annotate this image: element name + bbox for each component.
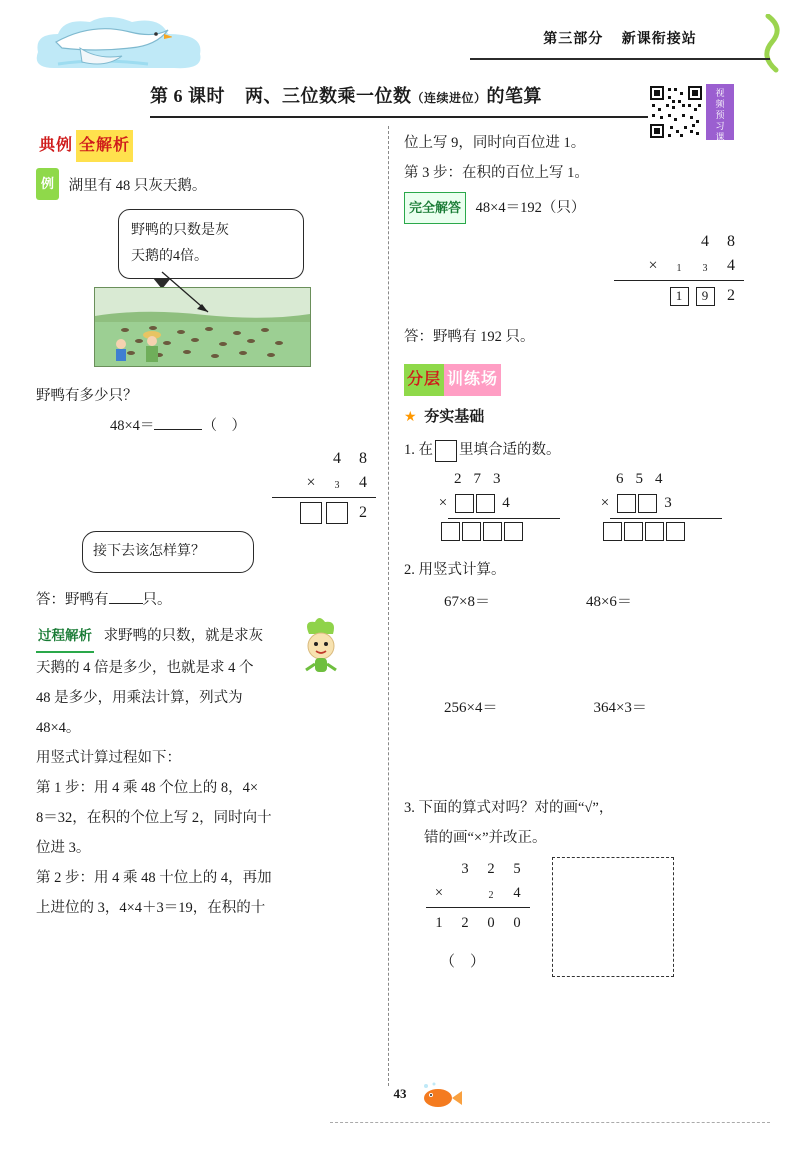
vcalc-row-3 <box>146 501 376 525</box>
title-lesson: 第 6 课时 <box>150 86 225 106</box>
process-p1: 求野鸭的只数，就是求灰 <box>103 628 264 644</box>
vcalc-l-mult: 4 <box>359 474 367 491</box>
question-line: 野鸭有多少只？ <box>36 388 138 404</box>
question-3 <box>404 793 744 823</box>
full-answer-tag: 完全解答 <box>404 192 466 224</box>
qr-label-char-4: 习 <box>715 121 725 131</box>
vcalc-r-row-1 <box>508 230 744 254</box>
q3-paren-close: ） <box>470 954 486 970</box>
vcalc-l-answer-box-1[interactable] <box>300 502 322 524</box>
q1-l-sign: × <box>438 495 448 511</box>
q1-right-answer-row <box>602 522 722 541</box>
q1-l-ans-4[interactable] <box>504 522 523 541</box>
q1-r-ans-4[interactable] <box>666 522 685 541</box>
q1-l-n3: 3 <box>493 471 513 487</box>
q1-r-ans-1[interactable] <box>603 522 622 541</box>
bubble-line-1: 野鸭的只数是灰 <box>131 223 229 238</box>
vcalc-r-res-1: 1 <box>670 287 689 306</box>
q3-check-parens[interactable] <box>440 947 530 977</box>
speech-bubble-next-step <box>82 531 254 573</box>
page-title <box>150 82 670 114</box>
q3-vertical-calc <box>426 857 530 977</box>
conclusion-line: 答：野鸭有 192 只。 <box>404 329 535 345</box>
section-heading-dianli <box>36 130 376 162</box>
q3-content <box>404 857 744 977</box>
title-underline <box>150 116 650 118</box>
q3-r2: 2 <box>461 915 469 931</box>
process-p4: 48×4。 <box>36 720 81 736</box>
vcalc-l-d2: 8 <box>359 450 367 467</box>
vertical-calc-left <box>146 447 376 525</box>
example-tag: 例 <box>36 168 59 200</box>
vcalc-r-line <box>614 280 744 281</box>
process-p8: 位进 3。 <box>36 840 91 856</box>
qr-label-char-3: 预 <box>715 110 725 120</box>
q1-left-operand <box>454 467 560 491</box>
expression-text: 48×4＝ <box>110 418 155 434</box>
q2-number: 2. <box>404 562 415 578</box>
answer-blank-line <box>36 585 376 615</box>
section-heading-fenceng <box>404 364 744 396</box>
q1-l-n2: 7 <box>473 471 493 487</box>
star-icon: ★ <box>404 410 417 425</box>
subheading-text: 夯实基础 <box>424 409 485 425</box>
answer-label: 答：野鸭有 <box>36 592 109 608</box>
q1-l-ans-2[interactable] <box>462 522 481 541</box>
q2-item-4[interactable]: 364×3＝ <box>593 700 647 716</box>
teacher-figure <box>143 331 161 362</box>
mascot-illustration <box>295 616 347 678</box>
expression-blank[interactable] <box>154 429 202 430</box>
q3-line-2: 错的画“×”并改正。 <box>424 830 547 846</box>
q1-number: 1. <box>404 442 415 458</box>
q1-text-a: 在 <box>418 442 433 458</box>
chip-fenceng: 分层 <box>404 364 444 396</box>
q1-inline-box[interactable] <box>435 440 457 462</box>
q2-exercises <box>444 587 744 723</box>
q3-d1: 3 <box>461 861 469 877</box>
process-tag: 过程解析 <box>36 621 94 653</box>
q2-item-1[interactable]: 67×8＝ <box>444 594 490 610</box>
q1-r-n2: 5 <box>635 471 655 487</box>
expression-line <box>110 411 376 441</box>
q1-right-operand <box>616 467 722 491</box>
q2-text: 用竖式计算。 <box>418 562 506 578</box>
answer-blank[interactable] <box>109 603 143 604</box>
title-main: 两、三位数乘一位数 <box>245 86 412 106</box>
bird-illustration <box>52 16 172 76</box>
q1-l-last: 4 <box>502 495 510 511</box>
unit-close: ） <box>231 418 246 434</box>
chip-quanjiexi: 全解析 <box>76 130 133 162</box>
right-column <box>404 128 744 977</box>
example-text: 湖里有 48 只灰天鹅。 <box>68 178 207 194</box>
left-column <box>36 128 376 923</box>
full-answer-line <box>404 192 744 224</box>
q3-d2: 2 <box>487 861 495 877</box>
vcalc-r-res-3: 2 <box>727 287 735 304</box>
q1-left-answer-row <box>440 522 560 541</box>
column-divider <box>388 126 389 1086</box>
bubble2-text: 接下去该怎样算？ <box>93 544 205 559</box>
bubble-line-2: 天鹅的4倍。 <box>131 249 208 264</box>
q1-l-ans-3[interactable] <box>483 522 502 541</box>
title-paren: （连续进位） <box>411 91 487 105</box>
chip-xunlianchang: 训练场 <box>444 364 501 396</box>
q1-text-b: 里填合适的数。 <box>459 442 561 458</box>
question-1 <box>404 435 744 465</box>
qr-label-char-1: 视 <box>715 88 725 98</box>
q3-row-3 <box>426 911 530 935</box>
vcalc-r-row-2 <box>508 254 744 278</box>
vcalc-r-carry-2: 3 <box>702 263 708 274</box>
q1-r-ans-3[interactable] <box>645 522 664 541</box>
q1-r-n1: 6 <box>616 471 636 487</box>
q1-r-line <box>610 518 722 519</box>
chip-dianli: 典例 <box>39 137 74 154</box>
vcalc-r-carry-1: 1 <box>676 263 682 274</box>
header-rule <box>470 58 770 60</box>
answer-unit: 只。 <box>142 592 172 608</box>
process-p7: 8＝32，在积的个位上写 2，同时向十 <box>36 810 272 826</box>
unit-open: （ <box>202 418 217 434</box>
q1-left-exercise <box>432 467 560 541</box>
q2-row-1 <box>444 587 744 617</box>
running-head-section: 新课衔接站 <box>621 32 697 47</box>
example-line <box>36 168 376 201</box>
q1-r-box-2[interactable] <box>638 494 657 513</box>
q2-item-3[interactable]: 256×4＝ <box>444 700 498 716</box>
process-p3: 48 是多少，用乘法计算，列式为 <box>36 690 243 706</box>
vcalc-r-d1: 4 <box>701 233 709 250</box>
bubble-arrow <box>156 268 226 328</box>
q3-line-1: 下面的算式对吗？对的画“√”， <box>418 800 614 816</box>
process-p10: 上进位的 3，4×4＋3＝19，在积的十 <box>36 900 266 916</box>
vcalc-r-mult: 4 <box>727 257 735 274</box>
q1-r-box-1[interactable] <box>617 494 636 513</box>
right-p2: 第 3 步：在积的百位上写 1。 <box>404 165 589 181</box>
q3-mult: 4 <box>513 885 521 901</box>
q3-paren-open: （ <box>440 954 456 970</box>
full-answer-expr: 48×4＝192（只） <box>475 200 586 216</box>
vcalc-row-2 <box>146 471 376 495</box>
running-head <box>470 28 770 48</box>
vcalc-r-sign: × <box>648 257 658 274</box>
subheading-basics <box>404 402 744 433</box>
vcalc-r-row-3 <box>508 284 744 308</box>
q3-sign: × <box>434 885 444 901</box>
vcalc-r-d2: 8 <box>727 233 735 250</box>
q1-right-exercise <box>594 467 722 541</box>
vcalc-row-1 <box>146 447 376 471</box>
q3-r3: 0 <box>487 915 495 931</box>
vertical-calc-right <box>508 230 744 308</box>
right-p1: 位上写 9，同时向百位进 1。 <box>404 135 586 151</box>
q1-r-n3: 4 <box>655 471 675 487</box>
question-2 <box>404 555 744 585</box>
q2-item-2[interactable]: 48×6＝ <box>585 594 632 610</box>
q1-r-ans-2[interactable] <box>624 522 643 541</box>
process-p2: 天鹅的 4 倍是多少，也就是求 4 个 <box>36 660 254 676</box>
q1-l-ans-1[interactable] <box>441 522 460 541</box>
q1-r-sign: × <box>600 495 610 511</box>
running-head-part: 第三部分 <box>543 32 604 47</box>
title-tail: 的笔算 <box>486 86 543 106</box>
q3-row-2 <box>426 881 530 905</box>
q3-carry: 2 <box>488 890 494 901</box>
q1-l-line <box>448 518 560 519</box>
q3-number: 3. <box>404 800 415 816</box>
q1-left-multiplier-row <box>432 491 560 515</box>
vcalc-l-d1: 4 <box>333 450 341 467</box>
q3-r1: 1 <box>435 915 443 931</box>
qr-label-char-2: 频 <box>715 99 725 109</box>
q1-l-box-1[interactable] <box>455 494 474 513</box>
vcalc-l-answer-box-2[interactable] <box>326 502 348 524</box>
vcalc-r-res-2: 9 <box>696 287 715 306</box>
boy-figure <box>116 339 126 361</box>
footer-dashed-rule <box>330 1122 770 1123</box>
vcalc-l-line <box>272 497 376 498</box>
page-number: 43 <box>393 1086 407 1101</box>
q1-l-box-2[interactable] <box>476 494 495 513</box>
q3-correction-area[interactable] <box>552 857 674 977</box>
q2-row-2 <box>444 693 744 723</box>
q3-d3: 5 <box>513 861 521 877</box>
q1-exercise-group <box>432 467 744 541</box>
vcalc-l-sign: × <box>306 474 316 491</box>
fish-decoration <box>418 1082 464 1112</box>
vcalc-l-carry: 3 <box>334 480 340 491</box>
vcalc-l-answer-digit: 2 <box>359 504 367 521</box>
q3-r4: 0 <box>513 915 521 931</box>
qr-label-char-5: 课 <box>715 132 725 142</box>
q1-right-multiplier-row <box>594 491 722 515</box>
q1-l-n1: 2 <box>454 471 474 487</box>
process-p9: 第 2 步：用 4 乘 48 十位上的 4，再加 <box>36 870 272 886</box>
process-p5: 用竖式计算过程如下： <box>36 750 181 766</box>
process-p6: 第 1 步：用 4 乘 48 个位上的 8，4× <box>36 780 259 796</box>
q1-r-last: 3 <box>664 495 672 511</box>
